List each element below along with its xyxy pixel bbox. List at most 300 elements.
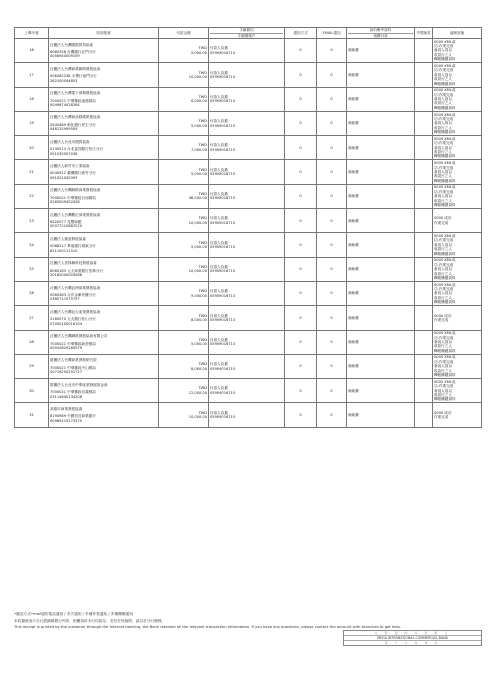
amount: 5,000.00 <box>190 50 207 55</box>
amount: 7,000.00 <box>190 147 207 152</box>
row-type <box>347 111 415 135</box>
status-line: 作業完成 <box>434 220 449 225</box>
table-row <box>15 403 482 427</box>
status-line: 功-作業完成 <box>434 116 454 121</box>
row-type <box>347 379 415 403</box>
bank-code: 00910820260979 <box>50 345 83 350</box>
fee-account: 05909016715 <box>210 366 236 371</box>
row-tx <box>415 209 433 233</box>
amount: 5,000.00 <box>190 123 207 128</box>
row-notify: 0 <box>285 160 317 184</box>
status-line: 功-作業完成 <box>434 384 454 389</box>
fee-account: 05909016715 <box>210 342 236 347</box>
row-bank <box>49 209 159 233</box>
table-row <box>15 281 482 305</box>
fee-payer: 付款人負擔 <box>210 240 228 245</box>
bank-account: 7000021 中華郵政中山郵局 <box>50 365 96 370</box>
row-seq: 28 <box>15 330 49 354</box>
currency: TWD <box>198 94 207 99</box>
row-notify: 0 <box>285 330 317 354</box>
row-notify: 0 <box>285 39 317 63</box>
header-fee-top: 手續費用 <box>239 28 254 33</box>
row-amount <box>159 233 209 257</box>
fee-account: 05909016715 <box>210 123 236 128</box>
row-amount <box>159 160 209 184</box>
bank-name: 高雄市商業發展協會 <box>50 406 83 411</box>
row-type <box>347 354 415 378</box>
row-amount <box>159 306 209 330</box>
row-amount <box>159 63 209 87</box>
row-type <box>347 160 415 184</box>
row-tx <box>415 354 433 378</box>
row-tx <box>415 233 433 257</box>
row-type <box>347 63 415 87</box>
status-line: 收款行之人 <box>434 368 452 373</box>
table-header <box>15 28 482 39</box>
row-type <box>347 136 415 160</box>
currency: TWD <box>198 313 207 318</box>
bank-name: 社團法人台灣亞太產業發展協會 <box>50 309 101 314</box>
currency: TWD <box>198 289 207 294</box>
bank-code: 07000100016194 <box>50 321 83 326</box>
bank-account: 8190989 中國信託商業銀行 <box>50 414 96 419</box>
row-email: 0 <box>317 354 347 378</box>
fee-account: 05909016715 <box>210 415 236 420</box>
header-ref-top: 資料參考資料 <box>369 28 392 33</box>
row-type <box>347 281 415 305</box>
row-amount <box>159 87 209 111</box>
currency: TWD <box>198 119 207 124</box>
row-status <box>433 184 482 208</box>
row-fee <box>209 281 285 305</box>
bank-name: 社團法人雲林縣科技發展協會 <box>50 261 97 266</box>
row-seq: 25 <box>15 257 49 281</box>
fee-payer: 付款人負擔 <box>210 289 228 294</box>
fee-payer: 付款人負擔 <box>210 264 228 269</box>
payment-type: 補助費 <box>348 340 359 344</box>
row-fee <box>209 160 285 184</box>
row-notify: 0 <box>285 63 317 87</box>
header-ref <box>347 28 415 39</box>
status-line: 功-作業完成 <box>434 44 454 49</box>
row-bank <box>49 63 159 87</box>
payment-type: 補助費 <box>348 242 359 247</box>
payment-type: 補助費 <box>348 121 359 126</box>
bank-name: 財團法人台北市中華產業發展基金會 <box>50 382 108 387</box>
bank-code: 262100094853 <box>50 78 78 83</box>
bank-name: 社團法人台灣商業網路發展協會 <box>50 66 101 71</box>
currency: TWD <box>198 240 207 245</box>
status-line: 轉帳關鍵資料 <box>434 251 456 256</box>
row-notify: 0 <box>285 111 317 135</box>
fee-payer: 付款人負擔 <box>210 362 228 367</box>
row-fee <box>209 257 285 281</box>
payment-type: 補助費 <box>348 145 359 150</box>
amount: 10,000.00 <box>188 220 207 225</box>
fee-payer: 付款人負擔 <box>210 410 228 415</box>
bank-name: 社團法人台灣網路發展協會有限公司 <box>50 334 108 339</box>
bank-name: 財團法人台灣商業發展研究院 <box>50 358 97 363</box>
status-line: 轉帳關鍵資料 <box>434 203 456 208</box>
status-line: 收款行之人 <box>434 125 452 130</box>
bank-account: 8060183 元大商業銀行雲林分行 <box>50 268 104 273</box>
header-note: 處理狀態 <box>433 28 482 39</box>
status-line: 功-作業完成 <box>434 238 454 243</box>
row-seq: 20 <box>15 136 49 160</box>
status-line: 會員人員以 <box>434 48 452 53</box>
status-line: 轉帳關鍵資料 <box>434 348 456 353</box>
header-email: EMAIL通知 <box>317 28 347 39</box>
row-fee <box>209 354 285 378</box>
row-seq: 26 <box>15 281 49 305</box>
table-row <box>15 379 482 403</box>
status-line: 功-作業完成 <box>434 92 454 97</box>
row-tx <box>415 257 433 281</box>
status-line: 0000 成功 <box>434 216 452 221</box>
bank-code: 0380717075797 <box>50 297 80 302</box>
amount: 5,000.00 <box>190 245 207 250</box>
bank-account: 7000021 中華郵政信義郵局 <box>50 390 96 395</box>
bank-code: 20182000003066 <box>50 273 83 278</box>
bank-name: 社團法人台灣國際貿易協會 <box>50 42 94 47</box>
status-line: 轉帳關鍵資料 <box>434 130 456 135</box>
row-tx <box>415 87 433 111</box>
row-status <box>433 257 482 281</box>
row-status <box>433 354 482 378</box>
row-seq: 24 <box>15 233 49 257</box>
amount: 12,000.00 <box>188 390 207 395</box>
status-line: 功-作業完成 <box>434 359 454 364</box>
bank-name: 社團法人創意發展協會 <box>50 236 86 241</box>
status-line: 會員人員以 <box>434 72 452 77</box>
row-bank <box>49 403 159 427</box>
row-email: 0 <box>317 257 347 281</box>
payment-type: 補助費 <box>348 364 359 369</box>
bank-name: 社團法人台灣亞洲商業發展協會 <box>50 285 101 290</box>
row-notify: 0 <box>285 257 317 281</box>
amount: 10,000.00 <box>188 269 207 274</box>
row-notify: 0 <box>285 306 317 330</box>
row-tx <box>415 39 433 63</box>
row-type <box>347 403 415 427</box>
status-line: 功-作業完成 <box>434 141 454 146</box>
bank-stamp-top: 兆 豐 國 際 商 業 銀 行 <box>344 631 481 636</box>
fee-account: 05909016715 <box>210 196 236 201</box>
status-line: 功-作業完成 <box>434 262 454 267</box>
footer-disclaimer-zh: 本收據係客戶自行經網路銀行列印，相關資料本行均留存，若有任何疑問，請洽各分行辦理。 <box>14 618 166 623</box>
status-line: 收款行之人 <box>434 295 452 300</box>
currency: TWD <box>198 167 207 172</box>
table-row <box>15 63 482 87</box>
row-fee <box>209 403 285 427</box>
row-fee <box>209 330 285 354</box>
row-seq: 31 <box>15 403 49 427</box>
row-tx <box>415 330 433 354</box>
row-fee <box>209 209 285 233</box>
bank-account: 0088217 華南銀行城東分行 <box>50 244 96 249</box>
payment-type: 補助費 <box>348 388 359 393</box>
currency: TWD <box>198 337 207 342</box>
footer-disclaimer-en: This receipt is printed by the customer through the Internet banking, the Bank retained all the relevant transaction information. If you have any questions, please contact the account with branches to get help. <box>14 625 402 629</box>
row-status <box>433 209 482 233</box>
payment-type: 補助費 <box>348 194 359 199</box>
row-type <box>347 233 415 257</box>
row-status <box>433 39 482 63</box>
status-line: 會員人員以 <box>434 242 452 247</box>
row-seq: 22 <box>15 184 49 208</box>
status-line: 作業完成 <box>434 317 449 322</box>
header-ref-bottom: 相關付款 <box>348 33 413 38</box>
status-line: 轉帳關鍵資料 <box>434 57 456 62</box>
row-type <box>347 87 415 111</box>
row-notify: 0 <box>285 233 317 257</box>
payment-type: 補助費 <box>348 315 359 320</box>
status-line: 0000 XML成 <box>434 136 456 141</box>
payment-type: 補助費 <box>348 48 359 53</box>
row-email: 0 <box>317 403 347 427</box>
footer-notify-line: •播送方式•mail通知電話通知 / 多次通知 / 多種作業通知 / 多種關聯通知 <box>14 612 133 616</box>
row-email: 0 <box>317 379 347 403</box>
bank-account: 0130513 台北富邦銀行松江分行 <box>50 147 104 152</box>
bank-name: 社團法人台北市國貿協會 <box>50 139 90 144</box>
fee-payer: 付款人負擔 <box>210 313 228 318</box>
row-seq: 17 <box>15 63 49 87</box>
row-fee <box>209 306 285 330</box>
currency: TWD <box>198 143 207 148</box>
row-bank <box>49 136 159 160</box>
status-line: 收款行之人 <box>434 198 452 203</box>
status-line: 轉帳關鍵資料 <box>434 154 456 159</box>
row-amount <box>159 403 209 427</box>
bank-name: 社團法人台灣電子商務發展協會 <box>50 91 101 96</box>
amount: 10,000.00 <box>188 415 207 420</box>
bank-code: 0049874028264 <box>50 102 80 107</box>
row-amount <box>159 281 209 305</box>
status-line: 0000 XML成 <box>434 88 456 93</box>
currency: TWD <box>198 70 207 75</box>
row-bank <box>49 379 159 403</box>
currency: TWD <box>198 410 207 415</box>
bank-code: 0058940009109 <box>50 54 80 59</box>
row-notify: 0 <box>285 403 317 427</box>
bank-stamp-box <box>343 630 482 646</box>
row-notify: 0 <box>285 184 317 208</box>
row-bank <box>49 184 159 208</box>
status-line: 0000 XML成 <box>434 331 456 336</box>
row-notify: 0 <box>285 281 317 305</box>
status-line: 功-作業完成 <box>434 189 454 194</box>
currency: TWD <box>198 264 207 269</box>
status-line: 0000 XML成 <box>434 355 456 360</box>
fee-account: 05909016715 <box>210 269 236 274</box>
table-row <box>15 87 482 111</box>
status-line: 功-作業完成 <box>434 165 454 170</box>
row-status <box>433 306 482 330</box>
status-line: 收款行之人 <box>434 150 452 155</box>
row-bank <box>49 111 159 135</box>
payment-type: 補助費 <box>348 412 359 417</box>
amount: 9,000.00 <box>190 293 207 298</box>
row-amount <box>159 257 209 281</box>
row-amount <box>159 379 209 403</box>
status-line: 0000 XML成 <box>434 39 456 44</box>
bank-account: 6220077 兆豐商銀 <box>50 220 82 225</box>
row-bank <box>49 281 159 305</box>
row-tx <box>415 281 433 305</box>
header-fee-bottom: 手續費帳戶 <box>210 33 283 38</box>
row-status <box>433 233 482 257</box>
status-line: 0000 XML成 <box>434 234 456 238</box>
status-line: 0000 XML成 <box>434 379 456 384</box>
row-status <box>433 379 482 403</box>
fee-account: 05909016715 <box>210 99 236 104</box>
status-line: 收款行之人 <box>434 174 452 179</box>
status-line: 0000 XML成 <box>434 63 456 68</box>
header-amount: 付款金額 <box>159 28 209 39</box>
row-status <box>433 160 482 184</box>
amount: 8,000.00 <box>190 366 207 371</box>
row-tx <box>415 403 433 427</box>
bank-account: 7000021 中華郵政新莊郵局 <box>50 341 96 346</box>
status-line: 會員人員以 <box>434 291 452 296</box>
payment-type: 補助費 <box>348 72 359 77</box>
row-status <box>433 111 482 135</box>
row-notify: 0 <box>285 209 317 233</box>
row-bank <box>49 354 159 378</box>
fee-account: 05909016715 <box>210 220 236 225</box>
row-fee <box>209 39 285 63</box>
row-type <box>347 330 415 354</box>
row-amount <box>159 209 209 233</box>
row-type <box>347 39 415 63</box>
payment-type: 補助費 <box>348 291 359 296</box>
row-type <box>347 306 415 330</box>
bank-code: 091001030393 <box>50 175 78 180</box>
row-bank <box>49 87 159 111</box>
fee-payer: 付款人負擔 <box>210 167 228 172</box>
row-bank <box>49 233 159 257</box>
bank-stamp-bottom: 電 子 交 易 專 用 <box>384 641 441 645</box>
row-tx <box>415 111 433 135</box>
status-line: 會員人員以 <box>434 340 452 344</box>
status-line: 轉帳關鍵資料 <box>434 373 456 378</box>
status-line: 功-作業完成 <box>434 287 454 291</box>
fee-account: 05909016715 <box>210 172 236 177</box>
table-row <box>15 160 482 184</box>
fee-payer: 付款人負擔 <box>210 119 228 124</box>
fee-account: 05909016715 <box>210 245 236 250</box>
amount: 5,000.00 <box>190 172 207 177</box>
row-bank <box>49 330 159 354</box>
status-line: 0000 成功 <box>434 410 452 415</box>
currency: TWD <box>198 216 207 221</box>
status-line: 轉帳關鍵資料 <box>434 81 456 86</box>
status-line: 收款行之人 <box>434 101 452 106</box>
row-email: 0 <box>317 233 347 257</box>
table-row <box>15 233 482 257</box>
bank-account: 0040912 臺灣銀行新竹分行 <box>50 171 96 176</box>
row-email: 0 <box>317 306 347 330</box>
row-seq: 16 <box>15 39 49 63</box>
row-bank <box>49 39 159 63</box>
row-email: 0 <box>317 87 347 111</box>
payment-type: 補助費 <box>348 218 359 223</box>
amount: 10,000.00 <box>188 74 207 79</box>
bank-account: 008262238 永豐行南門分行 <box>50 74 97 79</box>
row-fee <box>209 184 285 208</box>
bank-code: 00989210273370 <box>50 418 83 423</box>
fee-payer: 付款人負擔 <box>210 70 228 75</box>
fee-payer: 付款人負擔 <box>210 143 228 148</box>
payment-type: 補助費 <box>348 267 359 272</box>
status-line: 會員人員以 <box>434 121 452 126</box>
bank-account: 7000021 中華郵政台南郵局 <box>50 195 96 200</box>
fee-account: 05909016715 <box>210 317 236 322</box>
row-email: 0 <box>317 136 347 160</box>
table-row <box>15 184 482 208</box>
status-line: 轉帳關鍵資料 <box>434 300 456 305</box>
row-seq: 29 <box>15 354 49 378</box>
row-email: 0 <box>317 281 347 305</box>
bank-code: 03114640134208 <box>50 394 83 399</box>
row-status <box>433 281 482 305</box>
currency: TWD <box>198 362 207 367</box>
row-tx <box>415 379 433 403</box>
row-notify: 0 <box>285 136 317 160</box>
status-line: 收款行之人 <box>434 393 452 397</box>
row-email: 0 <box>317 209 347 233</box>
status-line: 0000 XML成 <box>434 161 456 166</box>
transfer-receipt <box>14 27 481 428</box>
row-fee <box>209 87 285 111</box>
receipt-footer <box>14 611 481 631</box>
currency: TWD <box>198 192 207 197</box>
row-status <box>433 403 482 427</box>
row-type <box>347 209 415 233</box>
bank-name: 社團法人台灣數位商業發展協會 <box>50 212 101 217</box>
status-line: 會員人員以 <box>434 97 452 102</box>
bank-name: 社團法人新竹市工業協會 <box>50 164 90 169</box>
bank-stamp-name: MEGA INTERNATIONAL COMMERCIAL BANK <box>344 636 481 641</box>
fee-payer: 付款人負擔 <box>210 192 228 197</box>
row-type <box>347 257 415 281</box>
amount: 6,000.00 <box>190 99 207 104</box>
row-fee <box>209 136 285 160</box>
status-line: 會員人員以 <box>434 364 452 369</box>
fee-payer: 付款人負擔 <box>210 386 228 391</box>
status-line: 轉帳關鍵資料 <box>434 397 456 402</box>
bank-name: 社團法人台灣網路商業發展協會 <box>50 188 101 193</box>
fee-payer: 付款人負擔 <box>210 337 228 342</box>
row-tx <box>415 63 433 87</box>
row-amount <box>159 111 209 135</box>
fee-payer: 付款人負擔 <box>210 46 228 51</box>
row-status <box>433 87 482 111</box>
status-line: 轉帳關鍵資料 <box>434 178 456 183</box>
row-seq: 27 <box>15 306 49 330</box>
table-row <box>15 306 482 330</box>
payment-type: 補助費 <box>348 169 359 174</box>
table-row <box>15 257 482 281</box>
row-fee <box>209 379 285 403</box>
bank-code: 821100111510 <box>50 248 78 253</box>
row-seq: 19 <box>15 111 49 135</box>
status-line: 轉帳關鍵資料 <box>434 275 456 280</box>
table-row <box>15 39 482 63</box>
header-seq: 上傳序號 <box>15 28 49 39</box>
table-row <box>15 111 482 135</box>
row-email: 0 <box>317 184 347 208</box>
